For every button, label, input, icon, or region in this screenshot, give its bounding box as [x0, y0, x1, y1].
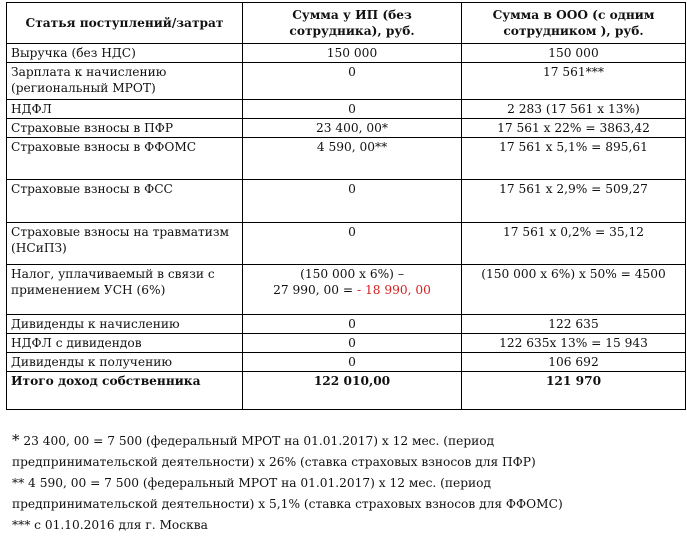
row-ip-usn — [243, 265, 462, 315]
total-row — [7, 372, 686, 410]
header-ip: Сумма у ИП (без сотрудника), руб. — [243, 3, 462, 44]
row-ip: 0 — [243, 353, 462, 372]
row-ip: 4 590, 00** — [243, 138, 462, 180]
footnotes — [12, 430, 682, 536]
total-ooo: 121 970 — [462, 372, 686, 410]
usn-ip-formula-line2: 27 990, 00 = — [273, 283, 357, 297]
row-ooo: 150 000 — [462, 44, 686, 63]
row-ooo: 17 561 х 5,1% = 895,61 — [462, 138, 686, 180]
row-ooo: (150 000 х 6%) х 50% = 4500 — [462, 265, 686, 315]
total-ip: 122 010,00 — [243, 372, 462, 410]
row-item: Страховые взносы на травматизм (НСиПЗ) — [7, 223, 243, 265]
row-ip: 150 000 — [243, 44, 462, 63]
row-ooo: 17 561 х 0,2% = 35,12 — [462, 223, 686, 265]
table-row — [7, 100, 686, 119]
total-label: Итого доход собственника — [7, 372, 243, 410]
table-row — [7, 138, 686, 180]
row-item: Выручка (без НДС) — [7, 44, 243, 63]
row-ip: 0 — [243, 334, 462, 353]
usn-ip-formula-line1: (150 000 х 6%) – — [300, 267, 404, 281]
table-row — [7, 180, 686, 223]
row-ooo: 106 692 — [462, 353, 686, 372]
header-item: Статья поступлений/затрат — [7, 3, 243, 44]
usn-ip-result: - 18 990, 00 — [356, 283, 431, 297]
row-item: Страховые взносы в ФСС — [7, 180, 243, 223]
footnote-1-star: * — [12, 431, 20, 449]
row-ip: 23 400, 00* — [243, 119, 462, 138]
table-header-row — [7, 3, 686, 44]
table-row — [7, 315, 686, 334]
comparison-table — [6, 2, 686, 410]
row-item: Зарплата к начислению (региональный МРОТ) — [7, 63, 243, 100]
row-item: НДФЛ с дивидендов — [7, 334, 243, 353]
header-ooo: Сумма в ООО (с одним сотрудником ), руб. — [462, 3, 686, 44]
footnote-2-line1: ** 4 590, 00 = 7 500 (федеральный МРОТ на 01.01.2017) х 12 мес. (период — [12, 476, 492, 490]
row-item: Страховые взносы в ПФР — [7, 119, 243, 138]
footnote-1-line1 — [12, 430, 682, 452]
row-item: Налог, уплачиваемый в связи с применением УСН (6%) — [7, 265, 243, 315]
row-ip: 0 — [243, 63, 462, 100]
row-ooo: 17 561*** — [462, 63, 686, 100]
row-ooo: 122 635х 13% = 15 943 — [462, 334, 686, 353]
row-item: Дивиденды к получению — [7, 353, 243, 372]
table-row — [7, 223, 686, 265]
row-ooo: 122 635 — [462, 315, 686, 334]
row-ip: 0 — [243, 100, 462, 119]
row-ip: 0 — [243, 223, 462, 265]
table-row — [7, 63, 686, 100]
footnote-1-line2: предпринимательской деятельности) х 26% (ставка страховых взносов для ПФР) — [12, 455, 536, 469]
row-item: Дивиденды к начислению — [7, 315, 243, 334]
table-row — [7, 265, 686, 315]
table-row — [7, 353, 686, 372]
footnote-1-text: 23 400, 00 = 7 500 (федеральный МРОТ на 01.01.2017) х 12 мес. (период — [19, 434, 495, 448]
row-item: Страховые взносы в ФФОМС — [7, 138, 243, 180]
row-ip: 0 — [243, 315, 462, 334]
footnote-3: *** с 01.10.2016 для г. Москва — [12, 518, 208, 532]
table-row — [7, 334, 686, 353]
row-ooo: 17 561 х 2,9% = 509,27 — [462, 180, 686, 223]
row-ooo: 2 283 (17 561 х 13%) — [462, 100, 686, 119]
footnote-2-line2: предпринимательской деятельности) х 5,1% (ставка страховых взносов для ФФОМС) — [12, 497, 563, 511]
table-row — [7, 44, 686, 63]
row-item: НДФЛ — [7, 100, 243, 119]
table-row — [7, 119, 686, 138]
row-ip: 0 — [243, 180, 462, 223]
row-ooo: 17 561 х 22% = 3863,42 — [462, 119, 686, 138]
